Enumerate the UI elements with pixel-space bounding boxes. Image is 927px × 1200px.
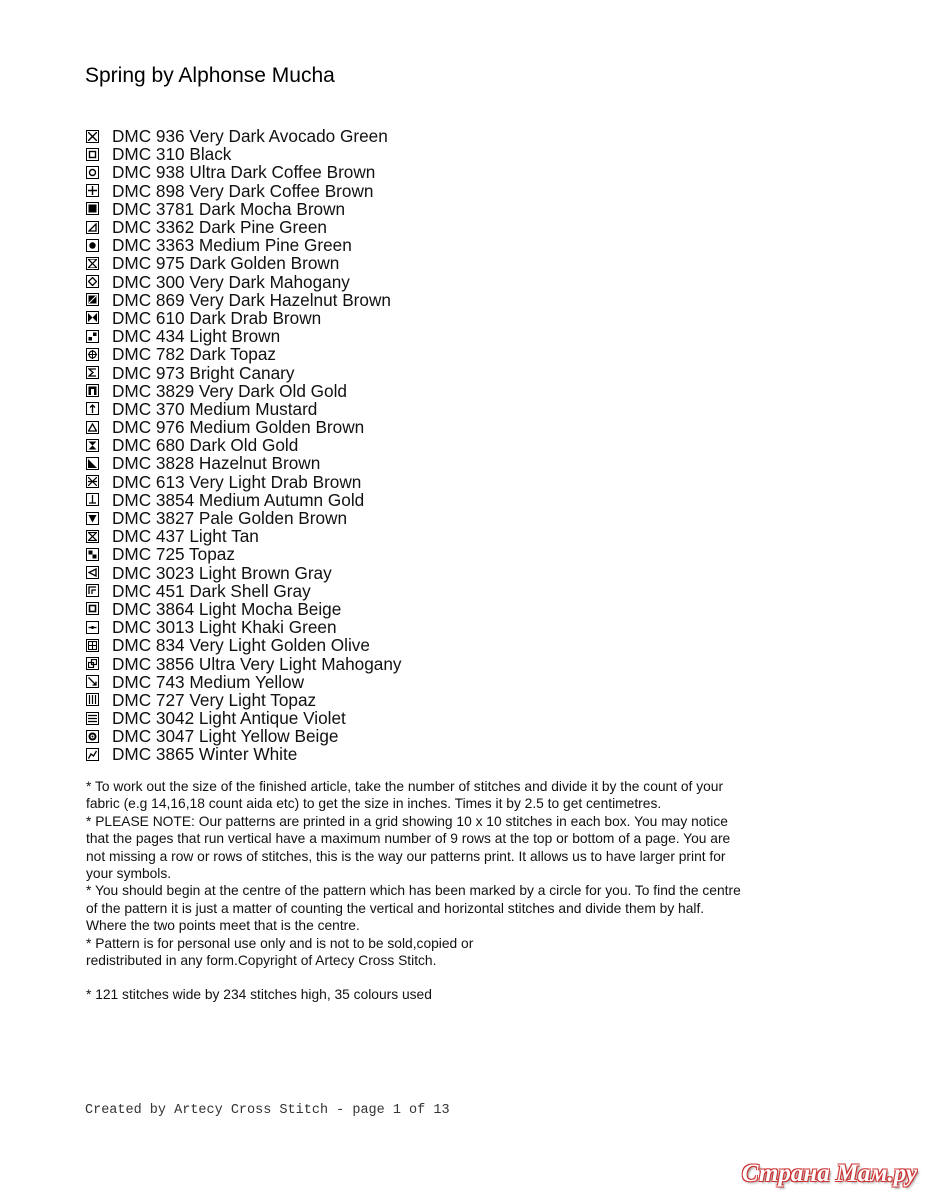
legend-row <box>86 218 401 236</box>
note-size: * To work out the size of the finished article, take the number of stitches and divide it by the count of your fabric (e.g 14,16,18 count aida etc) to get the size in inches. Times it by 2.5 to get centimetres. <box>86 779 724 812</box>
legend-row <box>86 600 401 618</box>
legend-label: DMC 680 Dark Old Gold <box>112 435 299 456</box>
legend-row <box>86 509 401 527</box>
legend-row <box>86 527 401 545</box>
legend-label: DMC 3829 Very Dark Old Gold <box>112 380 347 401</box>
legend-row <box>86 236 401 254</box>
legend-label: DMC 3013 Light Khaki Green <box>112 617 337 638</box>
floss-legend <box>86 127 401 764</box>
legend-row <box>86 673 401 691</box>
legend-row <box>86 654 401 672</box>
legend-row <box>86 418 401 436</box>
box-vertical-bars-icon <box>86 693 99 706</box>
note-centre: * You should begin at the centre of the pattern which has been marked by a circle for you. To find the centre of the pattern it is just a matter of counting the vertical and horizontal stitches and divide them by half. Where the two points meet that is the centre. <box>86 883 741 934</box>
box-crosshair-icon <box>86 348 99 361</box>
legend-label: DMC 743 Medium Yellow <box>112 671 305 692</box>
box-filled-corner-icon <box>86 457 99 470</box>
box-x-icon <box>86 130 99 143</box>
box-down-triangle-icon <box>86 512 99 525</box>
note-stats: * 121 stitches wide by 234 stitches high, 35 colours used <box>86 987 432 1003</box>
legend-row <box>86 163 401 181</box>
box-circle-icon <box>86 166 99 179</box>
box-diagonal-squares-icon <box>86 330 99 343</box>
legend-label: DMC 610 Dark Drab Brown <box>112 307 322 328</box>
legend-label: DMC 898 Very Dark Coffee Brown <box>112 180 374 201</box>
legend-row <box>86 400 401 418</box>
legend-row <box>86 363 401 381</box>
legend-label: DMC 936 Very Dark Avocado Green <box>112 126 388 147</box>
legend-label: DMC 3827 Pale Golden Brown <box>112 508 348 529</box>
legend-label: DMC 370 Medium Mustard <box>112 398 318 419</box>
legend-label: DMC 869 Very Dark Hazelnut Brown <box>112 289 391 310</box>
box-overlap-squares-icon <box>86 657 99 670</box>
watermark-logo: Страна Мам.ру <box>741 1160 917 1187</box>
legend-label: DMC 727 Very Light Topaz <box>112 689 317 710</box>
legend-label: DMC 3363 Medium Pine Green <box>112 235 352 256</box>
legend-label: DMC 310 Black <box>112 144 232 165</box>
legend-label: DMC 434 Light Brown <box>112 326 281 347</box>
box-x-hourglass-icon <box>86 530 99 543</box>
legend-row <box>86 582 401 600</box>
box-nested-corner-icon <box>86 584 99 597</box>
box-zigzag-icon <box>86 748 99 761</box>
legend-row <box>86 309 401 327</box>
legend-label: DMC 973 Bright Canary <box>112 362 295 383</box>
legend-label: DMC 3865 Winter White <box>112 744 298 765</box>
box-plus-icon <box>86 184 99 197</box>
legend-label: DMC 725 Topaz <box>112 544 235 565</box>
legend-row <box>86 545 401 563</box>
box-left-triangle-icon <box>86 566 99 579</box>
legend-row <box>86 691 401 709</box>
legend-row <box>86 491 401 509</box>
legend-label: DMC 975 Dark Golden Brown <box>112 253 340 274</box>
page-footer: Created by Artecy Cross Stitch - page 1 of 13 <box>85 1103 450 1118</box>
box-minus-dot-icon <box>86 621 99 634</box>
box-up-arrow-icon <box>86 402 99 415</box>
legend-label: DMC 613 Very Light Drab Brown <box>112 471 362 492</box>
box-diagonal-arrow-icon <box>86 675 99 688</box>
legend-label: DMC 437 Light Tan <box>112 526 259 547</box>
legend-row <box>86 636 401 654</box>
legend-row <box>86 727 401 745</box>
box-target-icon <box>86 730 99 743</box>
legend-row <box>86 254 401 272</box>
legend-row <box>86 709 401 727</box>
legend-label: DMC 782 Dark Topaz <box>112 344 276 365</box>
box-dot-icon <box>86 239 99 252</box>
legend-row <box>86 436 401 454</box>
box-grid-icon <box>86 639 99 652</box>
legend-row <box>86 145 401 163</box>
note-copyright-line-1: * Pattern is for personal use only and is not to be sold,copied or <box>86 935 474 951</box>
legend-label: DMC 938 Ultra Dark Coffee Brown <box>112 162 376 183</box>
box-square-icon <box>86 148 99 161</box>
box-slash-square-icon <box>86 293 99 306</box>
legend-row <box>86 200 401 218</box>
legend-row <box>86 327 401 345</box>
legend-label: DMC 3023 Light Brown Gray <box>112 562 332 583</box>
note-grid: * PLEASE NOTE: Our patterns are printed in a grid showing 10 x 10 stitches in each box. You may notice that the pages that run vertical have a maximum number of 9 rows at the top or bottom of a page. You are not missing a row or rows of stitches, this is the way our patterns print. It allows us to have larger print for your symbols. <box>86 813 731 882</box>
legend-row <box>86 345 401 363</box>
legend-label: DMC 300 Very Dark Mahogany <box>112 271 350 292</box>
legend-label: DMC 3864 Light Mocha Beige <box>112 598 342 619</box>
box-filled-square-icon <box>86 202 99 215</box>
legend-row <box>86 382 401 400</box>
box-triangle-outline-icon <box>86 421 99 434</box>
legend-label: DMC 3854 Medium Autumn Gold <box>112 489 365 510</box>
legend-label: DMC 3362 Dark Pine Green <box>112 217 327 238</box>
note-copyright-line-2: redistributed in any form.Copyright of Artecy Cross Stitch. <box>86 953 437 969</box>
box-bowtie-icon <box>86 311 99 324</box>
box-diamond-icon <box>86 275 99 288</box>
legend-label: DMC 834 Very Light Golden Olive <box>112 635 370 656</box>
legend-row <box>86 473 401 491</box>
legend-label: DMC 3781 Dark Mocha Brown <box>112 198 346 219</box>
pattern-notes <box>86 778 746 1004</box>
page-title: Spring by Alphonse Mucha <box>85 64 335 87</box>
legend-label: DMC 451 Dark Shell Gray <box>112 580 311 601</box>
box-triangle-corner-icon <box>86 221 99 234</box>
legend-row <box>86 745 401 763</box>
legend-label: DMC 3042 Light Antique Violet <box>112 708 346 729</box>
box-sigma-icon <box>86 366 99 379</box>
box-hourglass-icon <box>86 439 99 452</box>
box-horizontal-lines-icon <box>86 712 99 725</box>
legend-row <box>86 291 401 309</box>
legend-row <box>86 127 401 145</box>
box-hourglass-x-icon <box>86 257 99 270</box>
legend-label: DMC 976 Medium Golden Brown <box>112 417 365 438</box>
legend-row <box>86 564 401 582</box>
legend-row <box>86 454 401 472</box>
box-x-bars-icon <box>86 475 99 488</box>
box-inner-square-icon <box>86 602 99 615</box>
legend-label: DMC 3856 Ultra Very Light Mahogany <box>112 653 402 674</box>
box-perpendicular-icon <box>86 493 99 506</box>
box-arch-icon <box>86 384 99 397</box>
legend-label: DMC 3828 Hazelnut Brown <box>112 453 321 474</box>
legend-label: DMC 3047 Light Yellow Beige <box>112 726 339 747</box>
legend-row <box>86 273 401 291</box>
legend-row <box>86 182 401 200</box>
box-checker-icon <box>86 548 99 561</box>
legend-row <box>86 618 401 636</box>
